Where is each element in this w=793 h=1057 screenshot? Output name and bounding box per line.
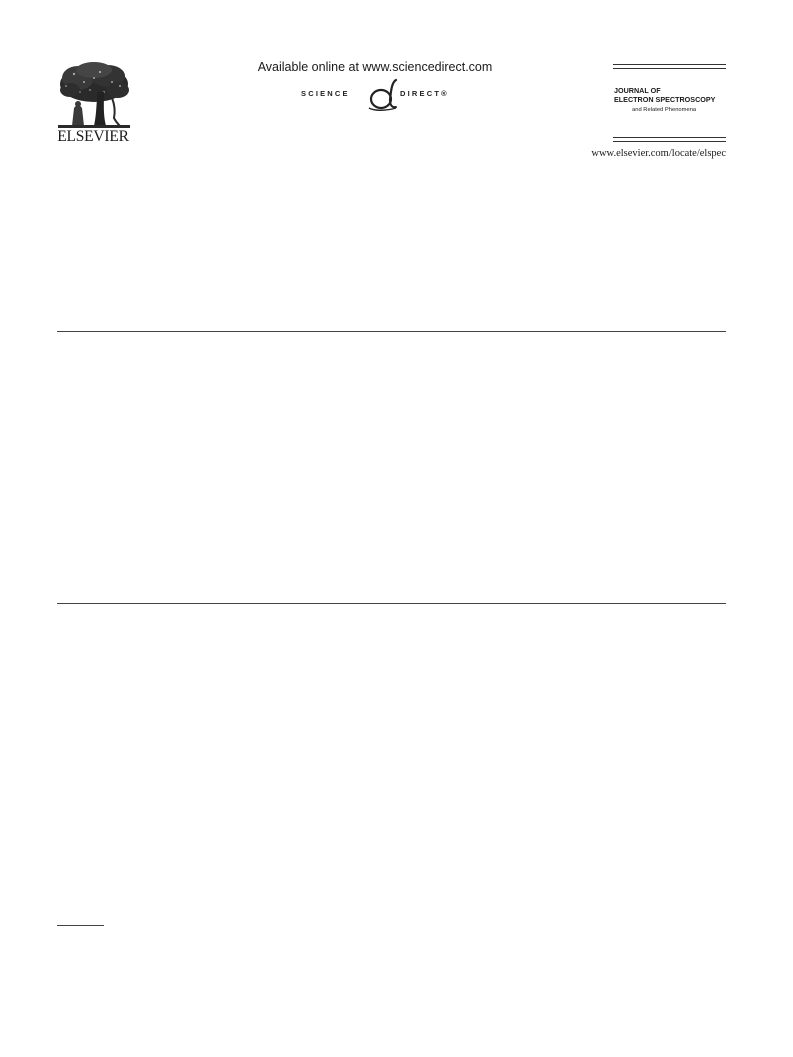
tree-emblem-icon [54,62,132,128]
cursive-d-icon [366,78,398,112]
journal-bottom-rule [613,137,726,138]
publisher-logo [52,62,134,146]
abstract-top-rule [57,331,726,332]
journal-subtitle: and Related Phenomena [632,107,697,113]
journal-title-line1: JOURNAL OF [614,86,661,95]
journal-url-link[interactable]: www.elsevier.com/locate/elspec [591,148,726,159]
publisher-wordmark: ELSEVIER [57,128,129,145]
journal-top-rule [613,64,726,65]
journal-top-rule-2 [613,68,726,69]
registered-mark: ® [441,89,449,98]
database-logo-left-word: SCIENCE [301,89,350,98]
abstract-bottom-rule [57,603,726,604]
journal-title-line2: ELECTRON SPECTROSCOPY [614,95,716,104]
database-logo [296,78,456,112]
footnote-rule [57,925,104,926]
database-logo-right-text: DIRECT [400,89,442,98]
availability-text: Available online at www.sciencedirect.com [257,60,493,74]
journal-bottom-rule-2 [613,141,726,142]
database-logo-right-word [400,89,449,98]
